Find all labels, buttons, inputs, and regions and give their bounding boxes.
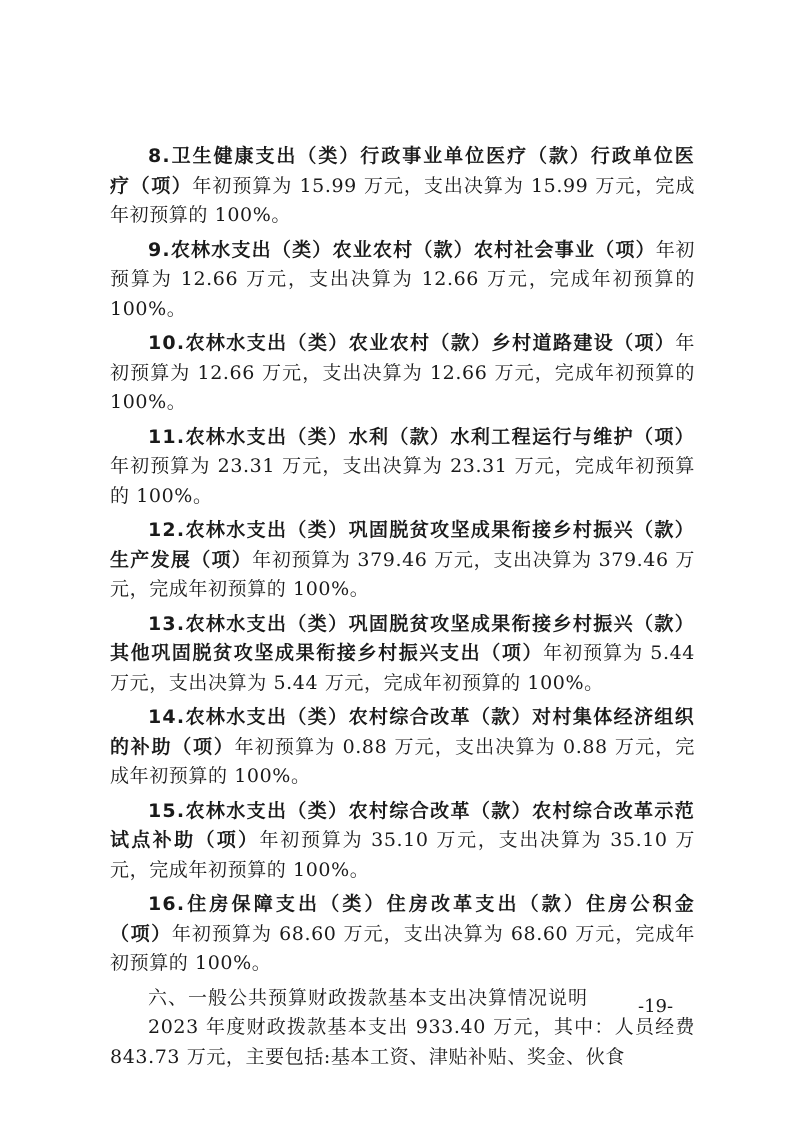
item-11-text: 年初预算为 23.31 万元，支出决算为 23.31 万元，完成年初预算的 100%。 — [110, 455, 695, 507]
item-8-text: 年初预算为 15.99 万元，支出决算为 15.99 万元，完成年初预算的 100%。 — [110, 174, 695, 226]
item-12-text: 年初预算为 379.46 万元，支出决算为 379.46 万元，完成年初预算的 100%。 — [110, 548, 695, 600]
item-16 — [110, 890, 695, 979]
item-12 — [110, 516, 695, 605]
item-13 — [110, 610, 695, 699]
item-11-title: 11.农林水支出（类）水利（款）水利工程运行与维护（项） — [148, 425, 695, 448]
item-15-title: 15.农林水支出（类）农村综合改革（款）农村综合改革示范试点补助（项） — [110, 799, 695, 851]
final-paragraph: 2023 年度财政拨款基本支出 933.40 万元，其中：人员经费 843.73 万元，主要包括:基本工资、津贴补贴、奖金、伙食 — [110, 1016, 695, 1068]
item-10-text: 年初预算为 12.66 万元，支出决算为 12.66 万元，完成年初预算的 100%。 — [110, 332, 695, 413]
item-15-text: 年初预算为 35.10 万元，支出决算为 35.10 万元，完成年初预算的 100%。 — [110, 829, 695, 881]
item-14-title: 14.农林水支出（类）农村综合改革（款）对村集体经济组织的补助（项） — [110, 706, 695, 758]
item-13-text: 年初预算为 5.44 万元，支出决算为 5.44 万元，完成年初预算的 100%。 — [110, 642, 695, 694]
item-8-title: 8.卫生健康支出（类）行政事业单位医疗（款）行政单位医疗（项） — [110, 145, 695, 197]
page-content — [110, 142, 695, 1077]
item-14 — [110, 703, 695, 792]
item-9-title: 9.农林水支出（类）农业农村（款）农村社会事业（项） — [148, 238, 656, 261]
page-number: -19- — [638, 996, 674, 1017]
item-10-title: 10.农林水支出（类）农业农村（款）乡村道路建设（项） — [148, 332, 676, 354]
section-heading: 六、一般公共预算财政拨款基本支出决算情况说明 — [148, 986, 589, 1009]
item-8 — [110, 142, 695, 231]
item-10 — [110, 329, 695, 418]
item-11 — [110, 423, 695, 512]
item-9 — [110, 236, 695, 325]
item-16-text: 年初预算为 68.60 万元，支出决算为 68.60 万元，完成年初预算的 100%。 — [110, 922, 695, 974]
item-16-title: 16.住房保障支出（类）住房改革支出（款）住房公积金（项） — [110, 893, 695, 945]
item-15 — [110, 797, 695, 886]
item-9-text: 年初预算为 12.66 万元，支出决算为 12.66 万元，完成年初预算的 100%。 — [110, 238, 696, 320]
item-13-title: 13.农林水支出（类）巩固脱贫攻坚成果衔接乡村振兴（款）其他巩固脱贫攻坚成果衔接乡村振兴支出（项） — [110, 612, 695, 664]
item-12-title: 12.农林水支出（类）巩固脱贫攻坚成果衔接乡村振兴（款）生产发展（项） — [110, 519, 695, 571]
item-14-text: 年初预算为 0.88 万元，支出决算为 0.88 万元，完成年初预算的 100%。 — [110, 735, 695, 787]
